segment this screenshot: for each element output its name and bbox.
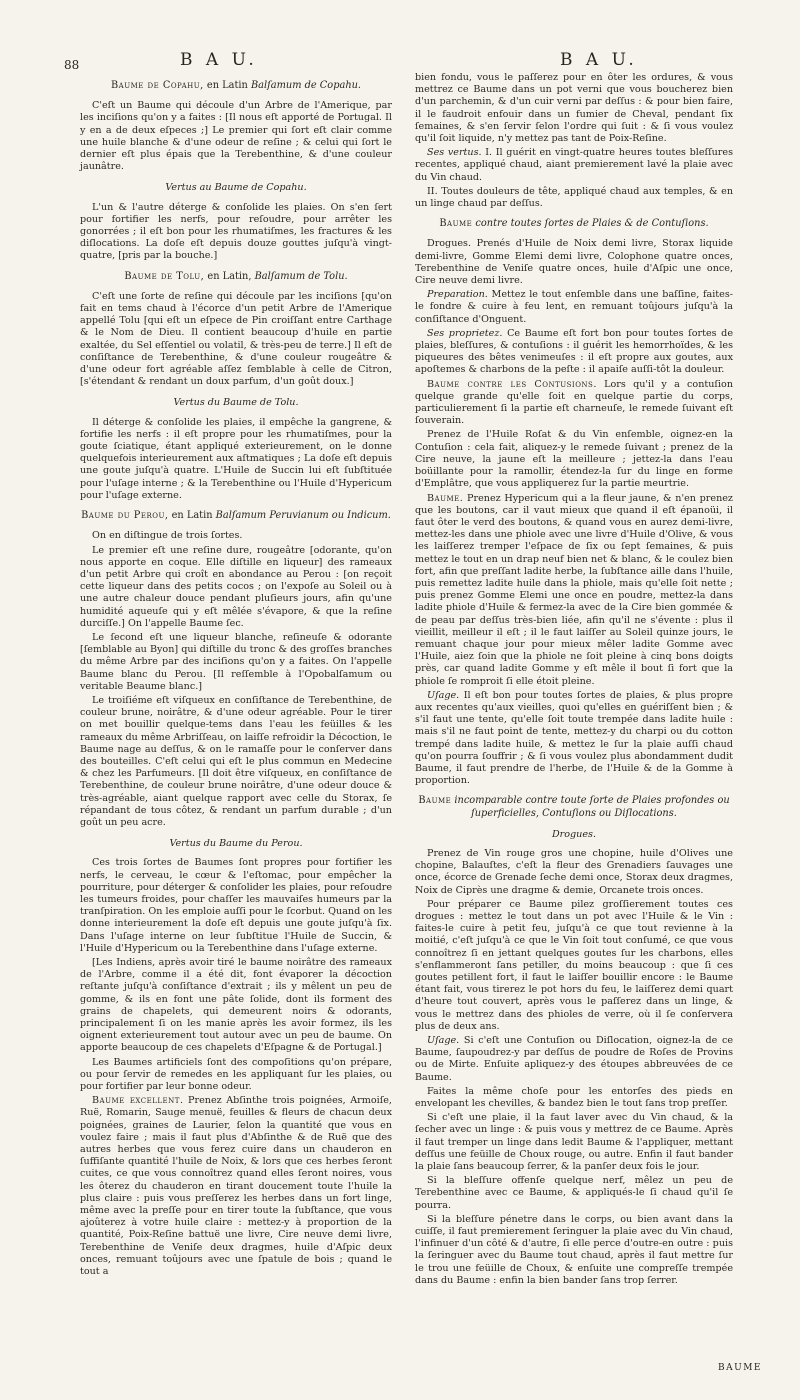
subheading: Vertus du Baume du Perou. bbox=[169, 838, 303, 850]
paragraph: Baume excellent. Prenez Abſinthe trois poignées, Armoiſe, Ruë, Romarin, Sauge menuë, feuilles & fleurs de chacun deux poignées, graines de Laurier, ſelon la quantité que vous en voulez faire ; mais il faut plus d'Abſinthe & de Ruë que des autres herbes que vous ferez cuire dans un chauderon en ſuffiſante quantité l'huile de Noix, & lors que ces herbes ſeront cuites, ce que vous connoîtrez quand elles ſeront noires, vous les ôterez du chauderon en tirant doucement toute l'huile la plus claire : puis vous preſſerez les herbes dans un fort linge, même avec la preſſe pour en tirer toute la ſubſtance, que vous ajoûterez à votre huile claire : mettez-y à proportion de la quantité, Poix-Reſine battuë une livre, Cire neuve demi livre, Terebenthine de Veniſe deux dragmes, huile d'Aſpic deux onces, remuant toûjours avec une ſpatule de bois ; quand le tout a bbox=[80, 1095, 392, 1278]
right-column bbox=[415, 72, 733, 1289]
paragraph: Les Baumes artificiels ſont des compoſitions qu'on prépare, ou pour ſervir de remedes en les appliquant ſur les plaies, ou pour fortifier par leur bonne odeur. bbox=[80, 1056, 392, 1093]
entry-heading: Baume de Tolu, en Latin, Balſamum de Tolu. bbox=[124, 270, 348, 282]
paragraph: [Les Indiens, après avoir tiré le baume noirâtre des rameaux de l'Arbre, comme il a été dit, font évaporer la décoction reſtante juſqu'à conſiſtance d'extrait ; ils y mêlent un peu de gomme, & ils en font une pâte ſolide, dont ils forment des grains de chapelets, qui demeurent noirs & odorants, principalement ſi on les manie après les avoir formez, ils les oignent exterieurement tout autour avec un peu de baume. On apporte beaucoup de ces chapelets d'Eſpagne & de Portugal.] bbox=[80, 957, 392, 1054]
paragraph: Ces trois ſortes de Baumes ſont propres pour fortifier les nerfs, le cerveau, le cœur & l'eſtomac, pour empêcher la pourriture, pour déterger & conſolider les plaies, pour reſoudre les tumeurs froides, pour chaſſer les mauvaiſes humeurs par la tranſpiration. On les emploie auſſi pour le ſcorbut. Quand on les donne interieurement la doſe eſt depuis une goute juſqu'à ſix. Dans l'uſage interne on leur ſubſtitue l'Huile de Succin, & l'Huile d'Hypericum ou la Terebenthine dans l'uſage externe. bbox=[80, 857, 392, 954]
paragraph: Ses proprietez. Ce Baume eſt fort bon pour toutes ſortes de plaies, bleſſures, & contuſions : il guérit les hemorrhoïdes, & les piqueures des bêtes venimeuſes : il eſt propre aux goutes, aux apoſtemes & charbons de la peſte : il apaiſe auſſi-tôt la douleur. bbox=[415, 327, 733, 376]
paragraph: Si la bleſſure offenſe quelque nerf, mêlez un peu de Terebenthine avec ce Baume, & appliqués-le ſi chaud qu'il ſe pourra. bbox=[415, 1175, 733, 1211]
paragraph: Preparation. Mettez le tout enſemble dans une baſſine, faites-le fondre & cuire à feu lent, en remuant toûjours juſqu'à la conſiſtance d'Onguent. bbox=[415, 289, 733, 325]
paragraph: Prenez de Vin rouge gros une chopine, huile d'Olives une chopine, Balauſtes, c'eſt la fleur des Grenadiers ſauvages une once, écorce de Grenade ſeche demi once, Storax deux dragmes, Noix de Ciprès une dragme & demie, Orcanete trois onces. bbox=[415, 847, 733, 896]
paragraph: Uſage. Si c'eſt une Contuſion ou Diſlocation, oignez-la de ce Baume, ſaupoudrez-y par deſſus de poudre de Roſes de Provins ou de Mirte. Enſuite apliquez-y des étoupes abbreuvées de ce Baume. bbox=[415, 1035, 733, 1083]
paragraph: Il déterge & conſolide les plaies, il empêche la gangrene, & fortifie les nerfs : il eſt propre pour les rhumatiſmes, pour la goute ſciatique, étant appliqué exterieurement, on le donne quelquefois interieurement aux aſtmatiques ; La doſe eſt depuis une goute juſqu'à quatre. L'Huile de Succin lui eſt ſubſtituée pour l'uſage interne ; & la Terebenthine ou l'Huile d'Hypericum pour l'uſage externe. bbox=[80, 416, 392, 501]
entry-heading: Baume du Perou, en Latin Balſamum Peruvianum ou Indicum. bbox=[81, 510, 391, 522]
paragraph: Pour préparer ce Baume pilez groſſierement toutes ces drogues : mettez le tout dans un pot avec l'Huile & le Vin : faites-le cuire à petit feu, juſqu'à ce que tout revienne à la moitié, c'eſt juſqu'à ce que le Vin ſoit tout conſumé, ce que vous connoîtrez ſi en jettant quelques goutes ſur les charbons, elles s'enflammeront ſans petiller, du moins beaucoup : que ſi ces goutes petillent fort, il faut le laiſſer bouillir encore : le Baume étant fait, vous tirerez le pot hors du feu, le laiſſerez demi quart d'heure tout couvert, après vous le paſſerez dans un linge, & vous le mettrez dans des phioles de verre, où il ſe conſervera plus de deux ans. bbox=[415, 898, 733, 1032]
catchword: BAUME bbox=[718, 1363, 762, 1373]
entry-heading: Baume incomparable contre toute ſorte de Plaies profondes ou ſuperficielles, Contuſions ou Diſlocations. bbox=[418, 795, 730, 819]
paragraph: Ses vertus. I. Il guérit en vingt-quatre heures toutes bleſſures recentes, appliqué chaud, aiant premierement lavé la plaie avec du Vin chaud. bbox=[415, 147, 733, 183]
paragraph: Le troiſiéme eſt viſqueux en conſiſtance de Terebenthine, de couleur brune, noirâtre, & d'une odeur agréable. Pour le tirer on met bouillir quelque-tems dans l'eau les feüilles & les rameaux du même Arbriſſeau, on laiſſe refroidir la Décoction, le Baume nage au deſſus, & on le ramaſſe pour le conſerver dans des bouteilles. C'eſt celui qui eſt le plus commun en Medecine & chez les Parfumeurs. [Il doit être viſqueux, en conſiſtance de Terebenthine, de couleur brune noirâtre, d'une odeur douce & très-agréable, aiant quelque rapport avec celle du Storax, ſe répandant de tous côtez, & rendant un parfum durable ; d'un goût un peu acre. bbox=[80, 694, 392, 828]
running-head-left: B A U. bbox=[180, 50, 258, 70]
paragraph: Si la bleſſure pénetre dans le corps, ou bien avant dans la cuiſſe, il faut premierement ſeringuer la plaie avec du Vin chaud, l'infinuer d'un côté & d'autre, ſi elle perce d'outre-en outre : puis la ſeringuer avec du Baume tout chaud, après il faut mettre ſur le trou une feüille de Choux, & enſuite une compreſſe trempée dans du Baume : enfin la bien bander ſans trop ſerrer. bbox=[415, 1213, 733, 1286]
page-number: 88 bbox=[64, 58, 80, 72]
paragraph: Uſage. Il eſt bon pour toutes ſortes de plaies, & plus propre aux recentes qu'aux vieilles, quoi qu'elles en guériſſent bien ; & s'il faut une tente, qu'elle ſoit toute trempée dans ladite huile : mais s'il ne faut point de tente, mettez-y du charpi ou du cotton trempé dans ladite huile, & mettez le ſur la plaie auſſi chaud qu'on pourra ſouffrir ; & ſi vous voulez plus abondamment dudit Baume, il faut prendre de l'herbe, de l'Huile & de la Gomme à proportion. bbox=[415, 689, 733, 787]
paragraph: Faites la même choſe pour les entorſes des pieds en envelopant les chevilles, & bandez bien le tout ſans trop preſſer. bbox=[415, 1085, 733, 1110]
paragraph: Baume contre les Contuſions. Lors qu'il y a contuſion quelque grande qu'elle ſoit en quelque partie du corps, particulierement ſi la partie eſt charneuſe, le remede ſuivant eſt ſouverain. bbox=[415, 378, 733, 427]
entry-heading: Baume contre toutes ſortes de Plaies & de Contuſions. bbox=[439, 218, 709, 230]
paragraph: II. Toutes douleurs de tête, appliqué chaud aux temples, & en un linge chaud par deſſus. bbox=[415, 185, 733, 210]
subheading: Vertus au Baume de Copahu. bbox=[165, 182, 307, 194]
running-head-right: B A U. bbox=[560, 50, 638, 70]
subheading: Drogues. bbox=[551, 828, 597, 840]
paragraph: C'eſt une ſorte de reſine qui découle par les inciſions [qu'on fait en tems chaud à l'écorce d'un petit Arbre de l'Amerique appellé Tolu [qui eſt un eſpece de Pin croiſſant entre Carthage & le Nom de Dieu. Il contient beaucoup d'huile en partie exaltée, du Sel eſſentiel ou volatil, & très-peu de terre.] Il eſt de conſiſtance de Terebenthine, & d'une couleur rougeâtre & d'une odeur fort agréable aſſez ſemblable à celle de Citron, [s'étendant & rendant un doux parfum, d'un goût doux.] bbox=[80, 290, 392, 388]
entry-heading: Baume de Copahu, en Latin Balſamum de Copahu. bbox=[110, 80, 362, 91]
subheading: Vertus du Baume de Tolu. bbox=[173, 397, 299, 409]
paragraph: On en diſtingue de trois ſortes. bbox=[92, 530, 243, 542]
left-column bbox=[80, 72, 392, 1280]
paragraph: Drogues. Prenés d'Huile de Noix demi livre, Storax liquide demi-livre, Gomme Elemi demi livre, Colophone quatre onces, Terebenthine de Veniſe quatre onces, huile d'Aſpic une once, Cire neuve demi livre. bbox=[415, 238, 733, 287]
paragraph: Baume. Prenez Hypericum qui a la fleur jaune, & n'en prenez que les boutons, car il vaut mieux que quand il eſt épanoüi, il faut ôter le verd des boutons, & quand vous en aurez demi-livre, mettez-les dans une phiole avec une livre d'Huile d'Olive, & vous les laiſſerez tremper l'eſpace de ſix ou ſept ſemaines, & puis mettez le tout en un drap neuf bien net & blanc, & le coulez bien fort, afin que preſſant ladite herbe, la ſubſtance aille dans l'huile, puis remettez ladite huile dans la phiole, mais qu'elle ſoit nette ; puis prenez Gomme Elemi une once en poudre, mettez-la dans ladite phiole d'Huile & fermez-la avec de la Cire bien gommée & de peau par deſſus très-bien liée, afin qu'il ne s'évente : plus il vieillit, meilleur il eſt ; il le faut laiſſer au Soleil quinze jours, le remuant chaque jour pour mieux mêler ladite Gomme avec l'Huile, aiez ſoin que la phiole ne ſoit pleine à cinq bons doigts près, car quand ladite Gomme y eſt mêle il bout ſi fort que la phiole ſe romproit ſi elle étoit pleine. bbox=[415, 492, 733, 687]
paragraph: C'eſt un Baume qui découle d'un Arbre de l'Amerique, par les inciſions qu'on y a faites : [Il nous eſt apporté de Portugal. Il y en a de deux eſpeces ;] Le premier qui ſort eſt clair comme une huile blanche & d'une odeur de reſine ; & celui qui ſort le dernier eſt plus épais que la Terebenthine, & d'une couleur jaunâtre. bbox=[80, 100, 392, 173]
paragraph: Le premier eſt une reſine dure, rougeâtre [odorante, qu'on nous apporte en coque. Elle diſtille en liqueur] des rameaux d'un petit Arbre qui croît en abondance au Perou : [on reçoit cette liqueur dans des petits cocos ; on l'expoſe au Soleil ou à une autre chaleur douce pendant pluſieurs jours, afin qu'une humidité aqueuſe qui y eſt mêlée s'évapore, & que la reſine durciſſe.] On l'appelle Baume ſec. bbox=[80, 544, 392, 629]
paragraph: Prenez de l'Huile Roſat & du Vin enſemble, oignez-en la Contuſion : cela fait, aliquez-y le remede ſuivant ; prenez de la Cire neuve, la jaune eſt la meilleure ; jettez-la dans l'eau boüillante pour la ramollir, étendez-la ſur du linge en forme d'Emplâtre, que vous appliquerez ſur la partie meurtrie. bbox=[415, 429, 733, 490]
paragraph: L'un & l'autre déterge & conſolide les plaies. On s'en ſert pour fortifier les nerfs, pour reſoudre, pour arrêter les gonorrées ; il eſt bon pour les rhumatiſmes, les fractures & les diſlocations. La doſe eſt depuis douze gouttes juſqu'à vingt-quatre, [pris par la bouche.] bbox=[80, 201, 392, 262]
paragraph: Le ſecond eſt une liqueur blanche, reſineuſe & odorante [ſemblable au Byon] qui diſtille du tronc & des groſſes branches du même Arbre par des inciſions qu'on y a faites. On l'appelle Baume blanc du Perou. [Il reſſemble à l'Opobalſamum ou veritable Beaume blanc.] bbox=[80, 631, 392, 692]
paragraph: Si c'eſt une plaie, il la faut laver avec du Vin chaud, & la ſecher avec un linge : & puis vous y mettrez de ce Baume. Après il faut tremper un linge dans ledit Baume & l'appliquer, mettant deſſus une feüille de Choux rouge, ou autre. Enfin il faut bander la plaie ſans beaucoup ſerrer, & la panſer deux fois le jour. bbox=[415, 1112, 733, 1173]
paragraph: bien fondu, vous le paſſerez pour en ôter les ordures, & vous mettrez ce Baume dans un pot verni que vous boucherez bien d'un parchemin, & d'un cuir verni par deſſus : & pour bien faire, il le faudroit enfouir dans un fumier de Cheval, pendant ſix ſemaines, & s'en ſervir ſelon l'ordre qui ſuit : & ſi vous voulez qu'il ſoit liquide, n'y mettez pas tant de Poix-Reſine. bbox=[415, 72, 733, 145]
